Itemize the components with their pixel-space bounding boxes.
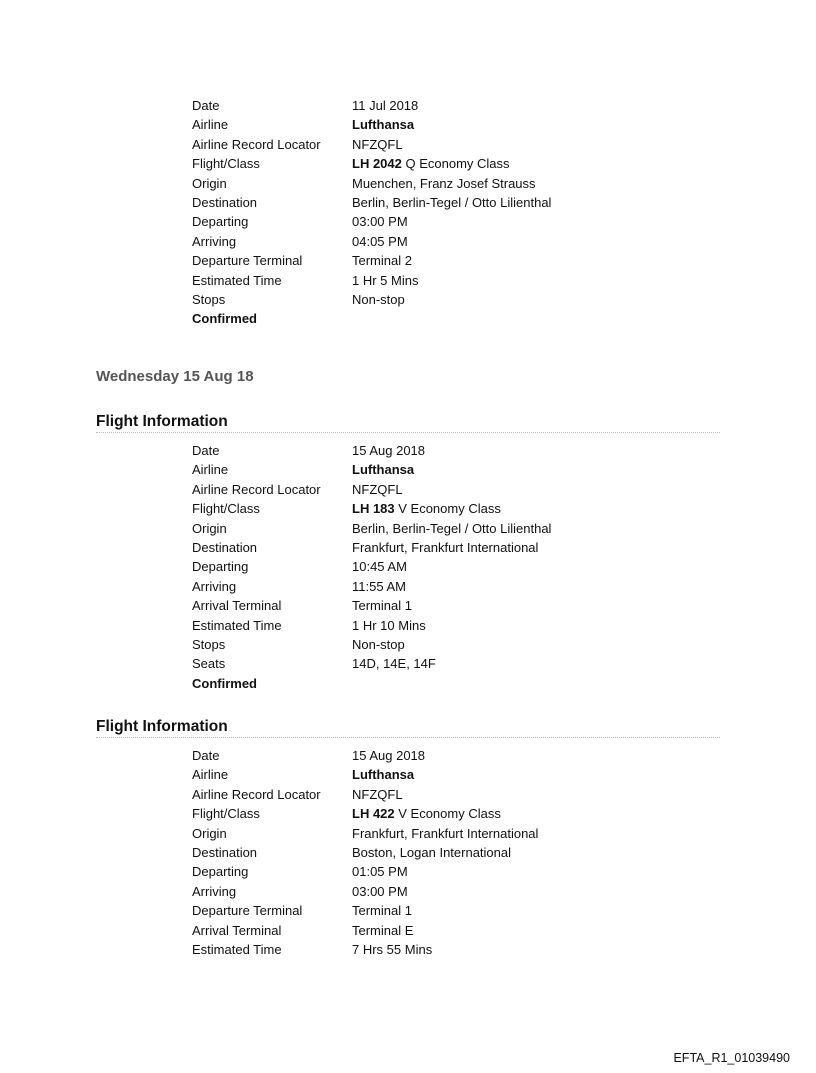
segment-3-label-date: Date xyxy=(192,748,220,763)
segment-3-label-origin: Origin xyxy=(192,825,227,841)
flight-segment-3 xyxy=(0,746,816,959)
segment-2-value-airline xyxy=(352,460,414,479)
segment-3-row-date xyxy=(0,746,816,765)
segment-1-label-airline-record-locator: Airline Record Locator xyxy=(192,136,321,152)
segment-1-value-departing xyxy=(352,212,408,231)
segment-2-value-text-origin: Berlin, Berlin-Tegel / Otto Lilienthal xyxy=(352,520,552,536)
segment-2-label-arrival-terminal: Arrival Terminal xyxy=(192,598,282,614)
segment-3-value-arrival-terminal xyxy=(352,921,413,940)
segment-1-value-estimated-time xyxy=(352,271,418,290)
segment-1-value-text-airline-record-locator: NFZQFL xyxy=(352,136,403,152)
segment-1-value-stops xyxy=(352,290,405,309)
segment-3-row-origin xyxy=(0,824,816,843)
segment-1-row-estimated-time xyxy=(0,271,816,290)
segment-3-row-arrival-terminal xyxy=(0,921,816,940)
segment-1-row-origin xyxy=(0,174,816,193)
segment-2-value-destination xyxy=(352,538,538,557)
segment-3-row-destination xyxy=(0,843,816,862)
segment-1-status: Confirmed xyxy=(192,311,257,327)
segment-2-label-date: Date xyxy=(192,443,220,458)
segment-1-row-departing xyxy=(0,212,816,231)
segment-1-row-departure-terminal xyxy=(0,251,816,270)
segment-3-value-origin xyxy=(352,824,538,843)
segment-2-value-stops xyxy=(352,635,405,654)
segment-1-label-stops: Stops xyxy=(192,291,226,307)
segment-2-label-destination: Destination xyxy=(192,539,258,555)
segment-1-value-text-date: 11 Jul 2018 xyxy=(352,98,419,113)
segment-3-value-text-departing: 01:05 PM xyxy=(352,864,408,880)
segment-1-row-stops xyxy=(0,290,816,309)
segment-2-value-date xyxy=(352,441,425,460)
segment-2-value-flight-class xyxy=(352,499,501,518)
segment-2-label-departing: Departing xyxy=(192,559,249,575)
segment-3-value-text-airline-record-locator: NFZQFL xyxy=(352,786,403,802)
segment-1-value-text-stops: Non-stop xyxy=(352,291,405,307)
segment-2-value-airline-record-locator xyxy=(352,480,403,499)
segment-1-value-text-estimated-time: 1 Hr 5 Mins xyxy=(352,272,419,288)
segment-2-label-airline: Airline xyxy=(192,462,229,478)
segment-3-value-estimated-time xyxy=(352,940,432,959)
segment-3-label-departing: Departing xyxy=(192,864,249,880)
segment-1-value-text-origin: Muenchen, Franz Josef Strauss xyxy=(352,175,536,191)
segment-2-title: Flight Information xyxy=(96,413,720,433)
segment-3-value-departure-terminal xyxy=(352,901,412,920)
segment-2-value-text-arrival-terminal: Terminal 1 xyxy=(352,598,412,614)
segment-3-value-text-flight-class: V Economy Class xyxy=(394,806,501,822)
segment-1-label-origin: Origin xyxy=(192,175,227,191)
segment-3-value-text-departure-terminal: Terminal 1 xyxy=(352,903,412,919)
segment-3-value-arriving xyxy=(352,882,408,901)
segment-2-row-origin xyxy=(0,519,816,538)
segment-2-label-estimated-time: Estimated Time xyxy=(192,617,282,633)
segment-2-value-bold-flight-class: LH 183 xyxy=(352,501,395,517)
segment-1-value-text-destination: Berlin, Berlin-Tegel / Otto Lilienthal xyxy=(352,194,552,210)
segment-1-value-destination xyxy=(352,193,551,212)
segment-1-label-airline: Airline xyxy=(192,117,229,133)
segment-3-title: Flight Information xyxy=(96,718,720,738)
segment-2-value-seats xyxy=(352,654,436,673)
segment-1-label-departing: Departing xyxy=(192,214,249,230)
segment-1-label-departure-terminal: Departure Terminal xyxy=(192,253,303,269)
segment-1-label-arriving: Arriving xyxy=(192,233,237,249)
segment-2-row-estimated-time xyxy=(0,616,816,635)
segment-1-row-airline-record-locator xyxy=(0,135,816,154)
segment-2-value-text-destination: Frankfurt, Frankfurt International xyxy=(352,539,539,555)
segment-3-row-departure-terminal xyxy=(0,901,816,920)
segment-2-details xyxy=(0,441,816,674)
segment-3-value-text-origin: Frankfurt, Frankfurt International xyxy=(352,825,539,841)
segment-1-value-text-arriving: 04:05 PM xyxy=(352,233,408,249)
segment-2-label-origin: Origin xyxy=(192,520,227,536)
segment-3-row-airline xyxy=(0,765,816,784)
segment-1-label-destination: Destination xyxy=(192,194,258,210)
segment-1-row-flight-class xyxy=(0,154,816,173)
segment-2-value-text-seats: 14D, 14E, 14F xyxy=(352,656,436,672)
segment-2-label-arriving: Arriving xyxy=(192,578,237,594)
segment-2-row-date xyxy=(0,441,816,460)
segment-1-row-arriving xyxy=(0,232,816,251)
segment-2-row-destination xyxy=(0,538,816,557)
segment-1-value-airline-record-locator xyxy=(352,135,403,154)
segment-2-row-stops xyxy=(0,635,816,654)
segment-3-row-arriving xyxy=(0,882,816,901)
day-header: Wednesday 15 Aug 18 xyxy=(96,368,254,385)
segment-1-value-text-departing: 03:00 PM xyxy=(352,214,408,230)
segment-3-details xyxy=(0,746,816,959)
segment-1-value-departure-terminal xyxy=(352,251,412,270)
segment-2-label-stops: Stops xyxy=(192,636,226,652)
segment-2-value-origin xyxy=(352,519,551,538)
segment-2-value-estimated-time xyxy=(352,616,426,635)
segment-3-value-flight-class xyxy=(352,804,501,823)
segment-2-value-text-stops: Non-stop xyxy=(352,636,405,652)
segment-3-label-flight-class: Flight/Class xyxy=(192,806,260,822)
segment-1-value-bold-airline: Lufthansa xyxy=(352,117,415,133)
segment-2-row-departing xyxy=(0,557,816,576)
segment-2-value-departing xyxy=(352,557,407,576)
segment-2-status-row xyxy=(0,674,816,693)
segment-2-value-text-estimated-time: 1 Hr 10 Mins xyxy=(352,617,426,633)
segment-2-value-text-date: 15 Aug 2018 xyxy=(352,443,426,458)
segment-3-value-text-date: 15 Aug 2018 xyxy=(352,748,426,763)
segment-2-label-seats: Seats xyxy=(192,656,226,672)
segment-1-value-origin xyxy=(352,174,536,193)
segment-2-row-airline xyxy=(0,460,816,479)
segment-1-value-bold-flight-class: LH 2042 xyxy=(352,156,402,172)
segment-1-value-flight-class xyxy=(352,154,510,173)
segment-2-value-text-airline-record-locator: NFZQFL xyxy=(352,481,403,497)
segment-3-row-departing xyxy=(0,862,816,881)
segment-2-value-arrival-terminal xyxy=(352,596,412,615)
segment-3-value-departing xyxy=(352,862,408,881)
segment-3-value-destination xyxy=(352,843,511,862)
segment-1-value-date xyxy=(352,96,418,115)
segment-1-value-arriving xyxy=(352,232,408,251)
flight-segment-2 xyxy=(0,441,816,693)
segment-1-value-text-departure-terminal: Terminal 2 xyxy=(352,253,412,269)
segment-3-label-arrival-terminal: Arrival Terminal xyxy=(192,922,282,938)
segment-2-row-flight-class xyxy=(0,499,816,518)
segment-2-value-arriving xyxy=(352,577,406,596)
segment-3-label-airline: Airline xyxy=(192,767,229,783)
segment-2-value-text-departing: 10:45 AM xyxy=(352,559,407,575)
segment-2-row-arrival-terminal xyxy=(0,596,816,615)
segment-3-label-airline-record-locator: Airline Record Locator xyxy=(192,786,321,802)
segment-1-label-date: Date xyxy=(192,98,220,113)
segment-2-value-text-flight-class: V Economy Class xyxy=(394,501,501,517)
segment-1-row-date xyxy=(0,96,816,115)
segment-3-value-airline xyxy=(352,765,414,784)
segment-1-label-estimated-time: Estimated Time xyxy=(192,272,282,288)
segment-2-status: Confirmed xyxy=(192,675,257,691)
segment-3-row-airline-record-locator xyxy=(0,785,816,804)
segment-3-label-estimated-time: Estimated Time xyxy=(192,941,282,957)
segment-3-label-arriving: Arriving xyxy=(192,883,237,899)
segment-3-label-destination: Destination xyxy=(192,844,258,860)
segment-2-row-seats xyxy=(0,654,816,673)
segment-3-value-text-estimated-time: 7 Hrs 55 Mins xyxy=(352,941,433,957)
segment-1-value-airline xyxy=(352,115,414,134)
segment-3-value-bold-airline: Lufthansa xyxy=(352,767,415,783)
segment-2-row-arriving xyxy=(0,577,816,596)
segment-3-row-estimated-time xyxy=(0,940,816,959)
segment-1-status-row xyxy=(0,309,816,328)
segment-2-label-airline-record-locator: Airline Record Locator xyxy=(192,481,321,497)
segment-2-value-text-arriving: 11:55 AM xyxy=(352,578,406,594)
segment-1-details xyxy=(0,96,816,309)
segment-3-row-flight-class xyxy=(0,804,816,823)
segment-3-label-departure-terminal: Departure Terminal xyxy=(192,903,303,919)
segment-3-value-bold-flight-class: LH 422 xyxy=(352,806,395,822)
document-id: EFTA_R1_01039490 xyxy=(673,1051,790,1065)
segment-2-row-airline-record-locator xyxy=(0,480,816,499)
segment-1-row-destination xyxy=(0,193,816,212)
segment-1-label-flight-class: Flight/Class xyxy=(192,156,260,172)
segment-3-value-date xyxy=(352,746,425,765)
segment-3-value-airline-record-locator xyxy=(352,785,403,804)
segment-3-value-text-arriving: 03:00 PM xyxy=(352,883,408,899)
segment-1-value-text-flight-class: Q Economy Class xyxy=(401,156,510,172)
segment-3-value-text-arrival-terminal: Terminal E xyxy=(352,922,414,938)
segment-3-value-text-destination: Boston, Logan International xyxy=(352,844,512,860)
segment-2-label-flight-class: Flight/Class xyxy=(192,501,260,517)
segment-1-row-airline xyxy=(0,115,816,134)
segment-2-value-bold-airline: Lufthansa xyxy=(352,462,415,478)
flight-segment-1 xyxy=(0,96,816,329)
